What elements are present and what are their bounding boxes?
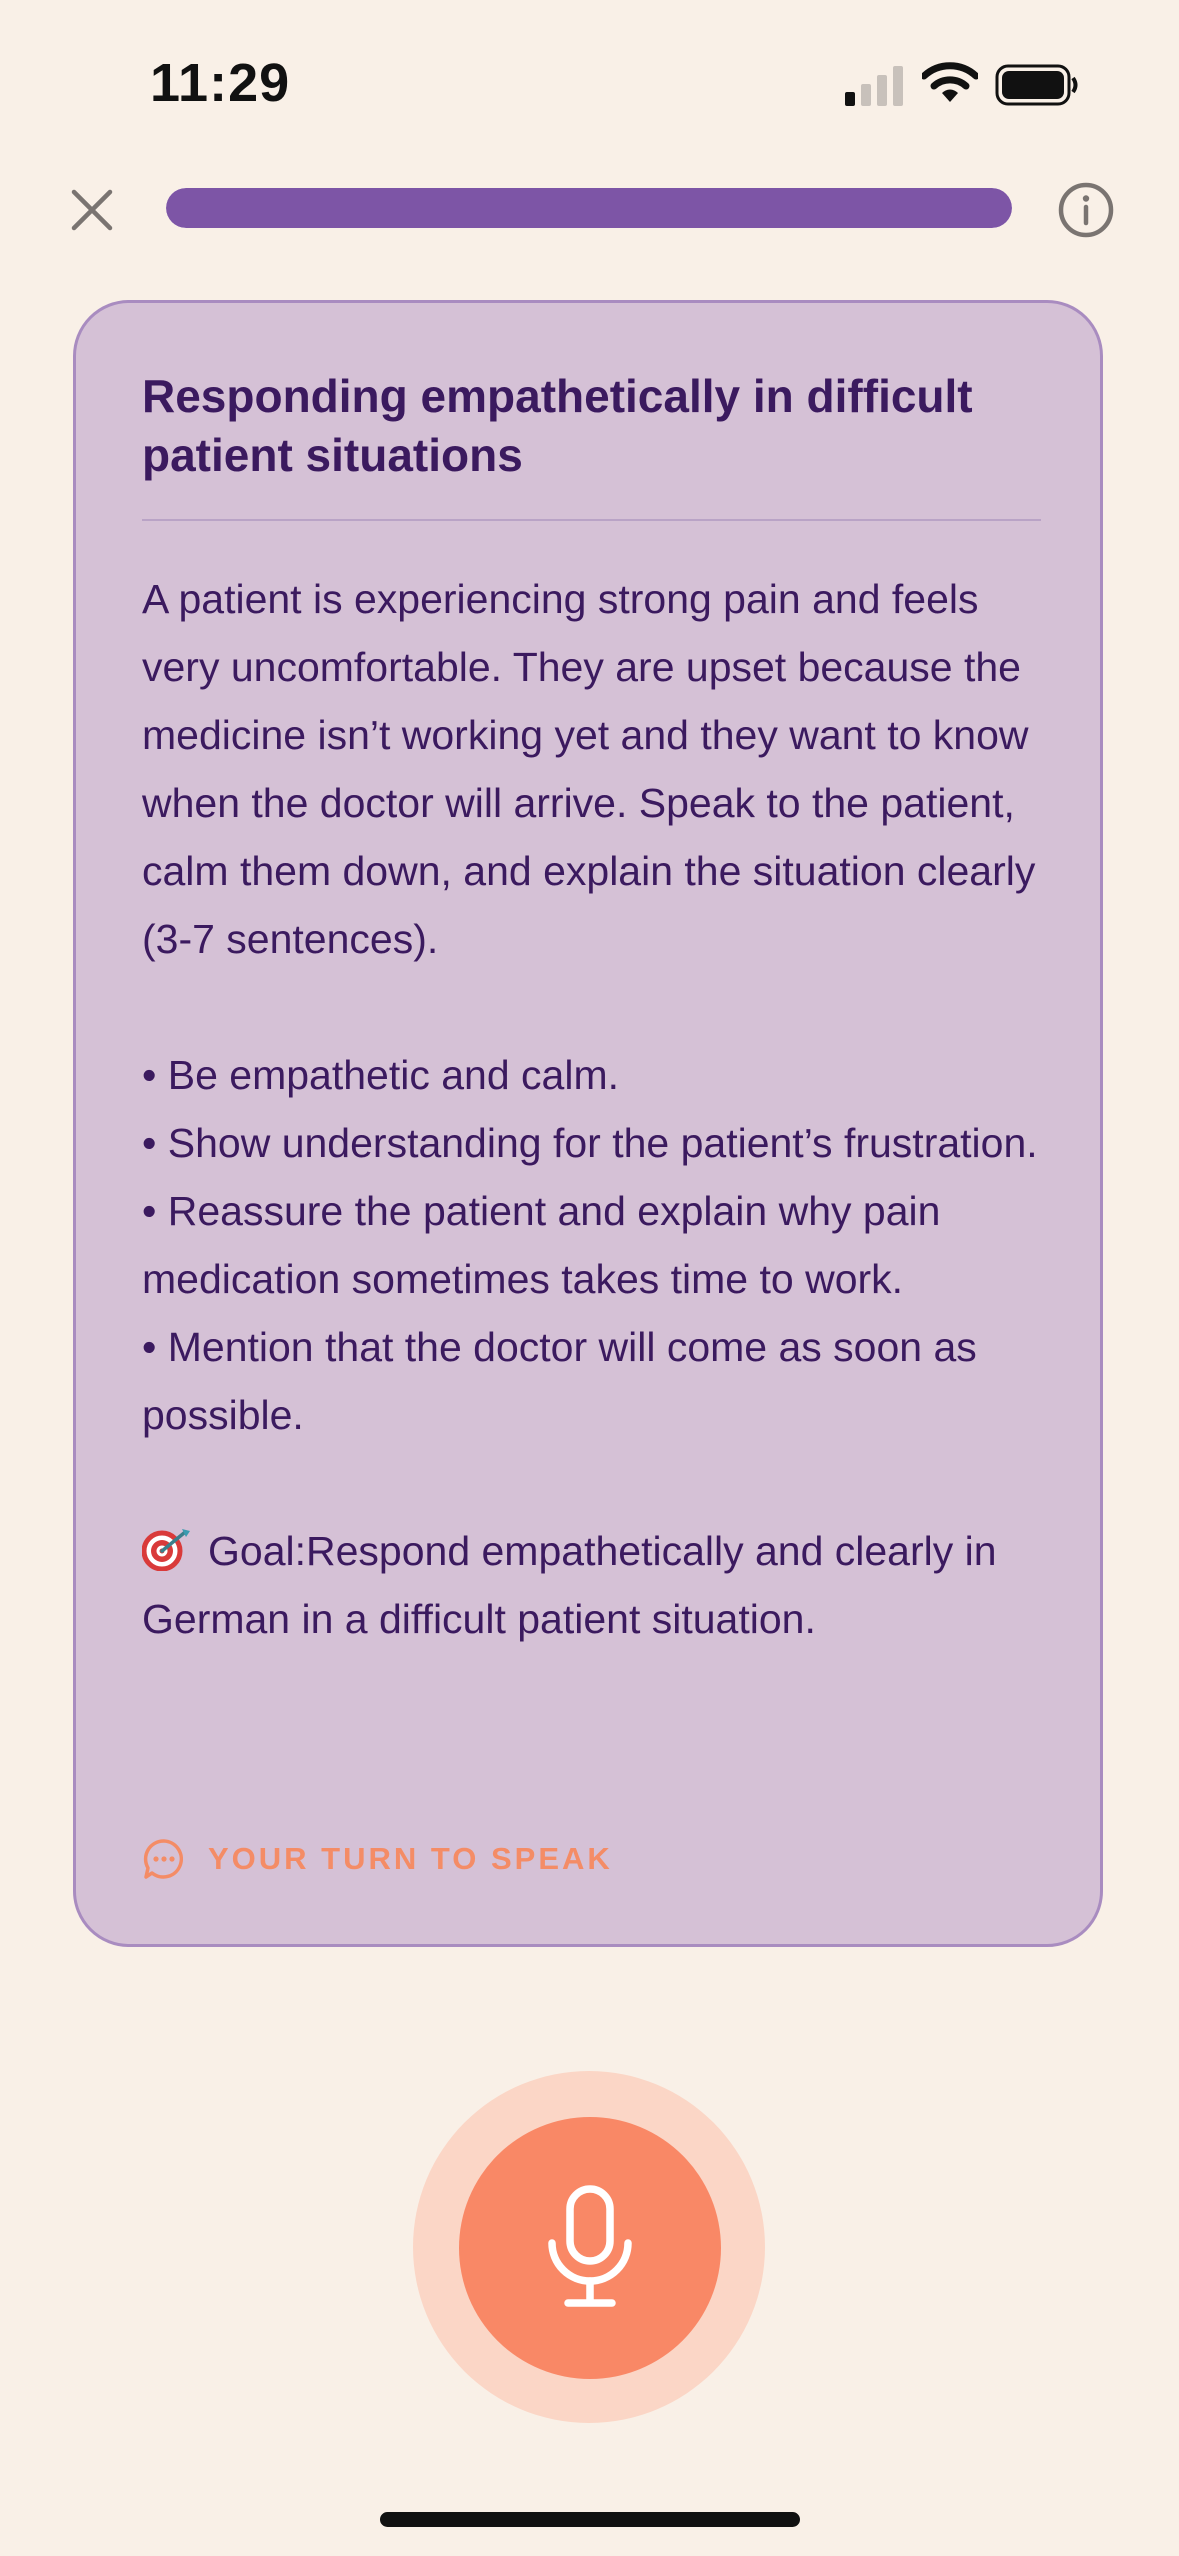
record-button[interactable] <box>459 2117 721 2379</box>
task-bullet-list <box>142 1041 1062 1449</box>
speech-bubble-icon <box>142 1837 186 1881</box>
task-bullet: • Mention that the doctor will come as soon as possible. <box>142 1313 1062 1449</box>
lesson-progress-bar <box>166 188 1012 228</box>
task-bullet: • Reassure the patient and explain why pain medication sometimes takes time to work. <box>142 1177 1062 1313</box>
turn-label: YOUR TURN TO SPEAK <box>208 1841 613 1876</box>
microphone-icon <box>540 2183 640 2313</box>
progress-fill <box>166 188 1012 228</box>
cellular-signal-icon <box>845 66 905 106</box>
task-card <box>73 300 1103 1947</box>
task-description: A patient is experiencing strong pain and feels very uncomfortable. They are upset because the medicine isn’t working yet and they want to know when the doctor will arrive. Speak to the patient, calm them down, and explain the situation clearly (3-7 sentences). <box>142 576 1036 962</box>
task-body <box>142 565 1062 1653</box>
task-title: Responding empathetically in difficult patient situations <box>142 370 973 481</box>
home-indicator <box>380 2512 800 2527</box>
wifi-icon <box>922 62 978 104</box>
turn-indicator <box>142 1837 613 1881</box>
task-goal-text: Goal:Respond empathetically and clearly in German in a difficult patient situation. <box>142 1528 997 1642</box>
status-bar <box>0 0 1179 170</box>
target-icon <box>142 1527 194 1571</box>
close-button[interactable] <box>62 180 122 240</box>
title-divider <box>142 519 1041 521</box>
status-time: 11:29 <box>150 53 291 113</box>
task-bullet: • Show understanding for the patient’s frustration. <box>142 1109 1062 1177</box>
task-bullet: • Be empathetic and calm. <box>142 1041 1062 1109</box>
close-icon <box>62 180 122 240</box>
info-icon <box>1056 180 1116 240</box>
task-goal <box>142 1517 1062 1653</box>
info-button[interactable] <box>1056 180 1116 240</box>
battery-icon <box>995 64 1079 106</box>
